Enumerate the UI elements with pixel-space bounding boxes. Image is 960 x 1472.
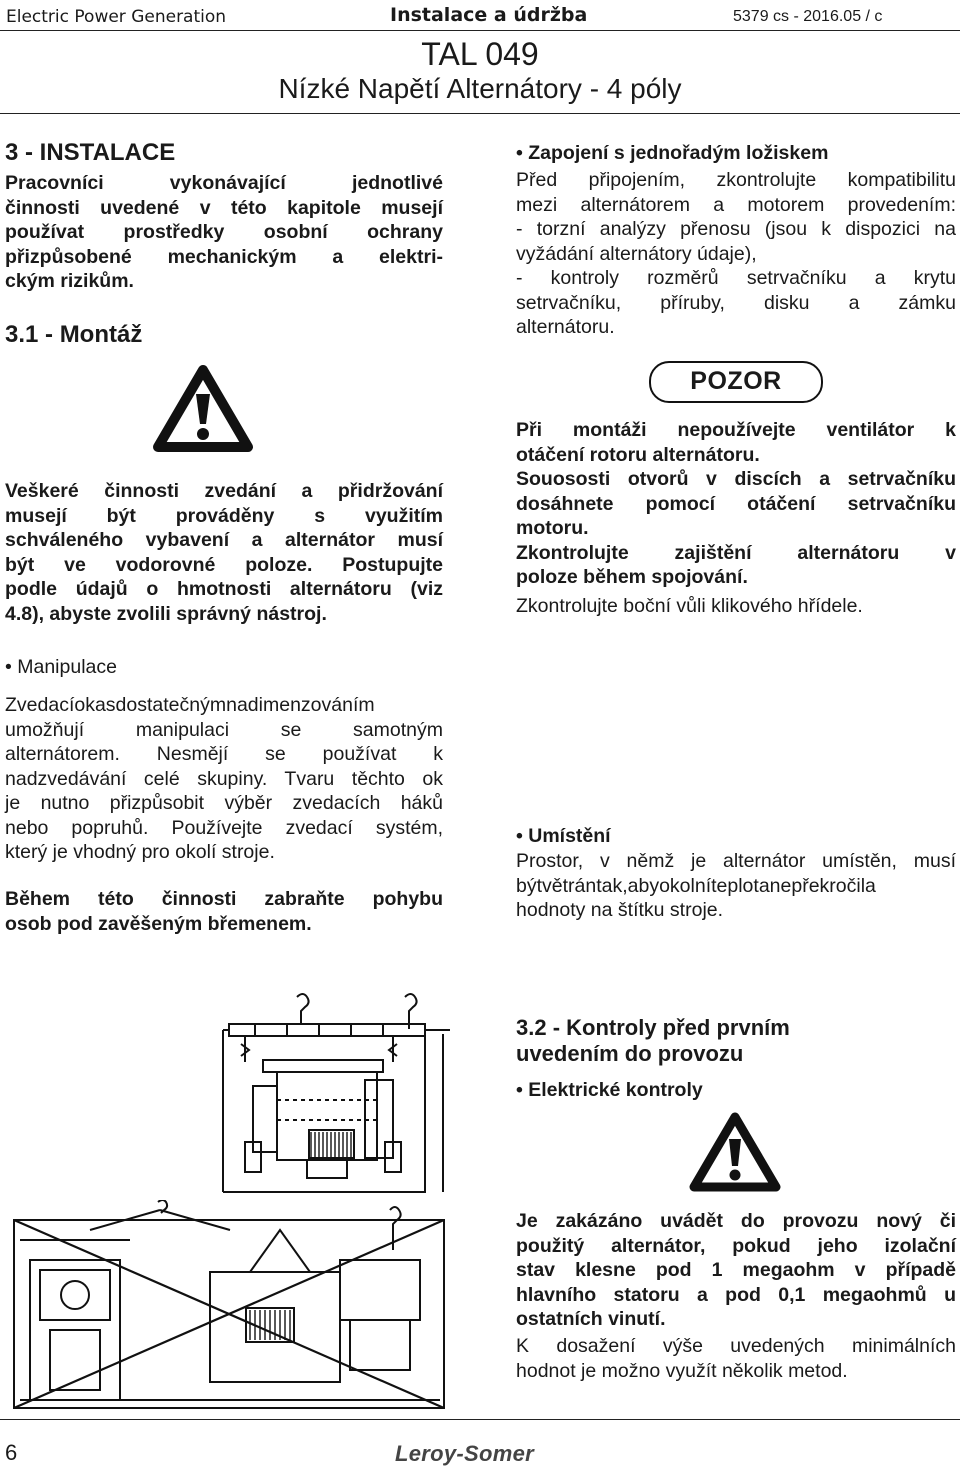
manipulace-line: umožňují manipulaci se samotným — [5, 718, 443, 741]
montaz-title: 3.1 - Montáž — [5, 321, 143, 348]
page-number: 6 — [5, 1440, 18, 1465]
bearing-line: - torzní analýzy přenosu (jsou k dispozici na — [516, 218, 956, 240]
pozor-line: dosáhnete pomocí otáčení setrvačníku — [516, 492, 956, 515]
installation-intro-line: činnosti uvedené v této kapitole musejí — [5, 196, 443, 219]
lifting-warning-line: být ve vodorovné poloze. Postupujte — [5, 553, 443, 576]
header-rule-bottom — [0, 113, 960, 114]
bearing-line: alternátoru. — [516, 316, 615, 338]
header-company: Electric Power Generation — [6, 7, 227, 27]
prohibition-line: hlavního statoru a pod 0,1 megaohmů u — [516, 1283, 956, 1306]
umisteni-text — [516, 849, 956, 923]
manipulace-line: který je vhodný pro okolí stroje. — [5, 841, 275, 863]
pozor-line: poloze během spojování. — [516, 566, 748, 588]
pozor-line: Při montáži nepoužívejte ventilátor k — [516, 419, 956, 441]
warning-triangle-icon — [687, 1110, 783, 1194]
manipulace-line: nebo popruhů. Používejte zvedací systém, — [5, 816, 443, 839]
header-doc-ref: 5379 cs - 2016.05 / c — [733, 8, 883, 25]
pozor-line: Zkontrolujte zajištění alternátoru v — [516, 541, 956, 564]
bearing-text — [516, 168, 956, 340]
pozor-text — [516, 418, 956, 590]
caution-line: Během této činnosti zabraňte pohybu — [5, 888, 443, 910]
bearing-line: vyžádání alternátory údaje), — [516, 242, 757, 265]
lifting-illustration-prohibited — [10, 1200, 462, 1412]
manipulace-text — [5, 693, 443, 865]
pozor-line: Souososti otvorů v discích a setrvačníku — [516, 468, 956, 490]
elektricke-title: • Elektrické kontroly — [516, 1079, 703, 1101]
kontroly-title-line: uvedením do provozu — [516, 1041, 744, 1066]
installation-intro-line: ckým rizikům. — [5, 270, 134, 292]
manipulace-line: nadzvedávání celé skupiny. Tvaru těchto ok — [5, 767, 443, 790]
bearing-line: Před připojením, zkontrolujte kompatibilitu — [516, 169, 956, 191]
prohibition-line: použitý alternátor, pokud jeho izolační — [516, 1234, 956, 1257]
lifting-warning-line: podle údajů o hmotnosti alternátoru (viz — [5, 578, 443, 600]
pozor-badge — [649, 361, 823, 403]
bearing-line: mezi alternátorem a motorem provedením: — [516, 193, 956, 216]
kontroly-title — [516, 1015, 790, 1067]
installation-intro-line: používat prostředky osobní ochrany — [5, 221, 443, 243]
prohibition-line: Je zakázáno uvádět do provozu nový či — [516, 1210, 956, 1232]
pozor-line: motoru. — [516, 517, 589, 539]
bearing-title: • Zapojení s jednořadým ložiskem — [516, 142, 829, 164]
brand-logo: Leroy-Somer — [395, 1441, 535, 1466]
lifting-warning-line: Veškeré činnosti zvedání a přidržování — [5, 480, 443, 502]
pozor-label: POZOR — [690, 367, 782, 395]
installation-intro-line: přizpůsobené mechanickým a elektri- — [5, 245, 443, 268]
kontroly-title-line: 3.2 - Kontroly před prvním — [516, 1015, 790, 1040]
caution-text — [5, 887, 443, 936]
lifting-warning-line: 4.8), abyste zvolili správný nástroj. — [5, 602, 327, 625]
methods-line: hodnot je možno využít několik metod. — [516, 1359, 848, 1382]
prohibition-text — [516, 1209, 956, 1332]
prohibition-line: ostatních vinutí. — [516, 1308, 666, 1330]
pozor-line: otáčení rotoru alternátoru. — [516, 443, 760, 466]
bearing-line: - kontroly rozměrů setrvačníku a krytu — [516, 267, 956, 289]
umisteni-line: býtvětrántak,abyokolníteplotanepřekročila — [516, 874, 876, 897]
prohibition-line: stav klesne pod 1 megaohm v případě — [516, 1259, 956, 1281]
installation-intro-line: Pracovníci vykonávající jednotlivé — [5, 172, 443, 194]
bearing-line: setrvačníku, příruby, disku a zámku — [516, 291, 956, 314]
manipulace-line: je nutno přizpůsobit výběr zvedacích háků — [5, 792, 443, 814]
lifting-warning-line: schváleného vybavení a alternátor musí — [5, 529, 443, 551]
methods-text — [516, 1334, 956, 1383]
header-section: Instalace a údržba — [390, 4, 588, 26]
manipulace-title: • Manipulace — [5, 656, 117, 678]
installation-intro — [5, 171, 443, 294]
header-model: TAL 049 — [421, 36, 539, 72]
installation-title: 3 - INSTALACE — [5, 139, 176, 166]
lifting-illustration-correct — [215, 992, 465, 1202]
manipulace-line: alternátorem. Nesmějí se používat k — [5, 743, 443, 765]
umisteni-title: • Umístění — [516, 825, 611, 847]
manipulace-line: Zvedacíokasdostatečnýmnadimenzováním — [5, 694, 375, 716]
umisteni-line: hodnoty na štítku stroje. — [516, 899, 724, 921]
warning-triangle-icon — [150, 362, 256, 454]
methods-line: K dosažení výše uvedených minimálních — [516, 1335, 956, 1357]
lifting-warning-line: musejí být prováděny s využitím — [5, 504, 443, 527]
lifting-warning — [5, 479, 443, 626]
umisteni-line: Prostor, v němž je alternátor umístěn, musí — [516, 850, 956, 872]
header-subtitle: Nízké Napětí Alternátory - 4 póly — [278, 73, 682, 104]
crankshaft-check: Zkontrolujte boční vůli klikového hřídele. — [516, 595, 863, 617]
caution-line: osob pod zavěšeným břemenem. — [5, 912, 312, 935]
footer-rule — [0, 1419, 960, 1420]
header-rule — [0, 30, 960, 31]
